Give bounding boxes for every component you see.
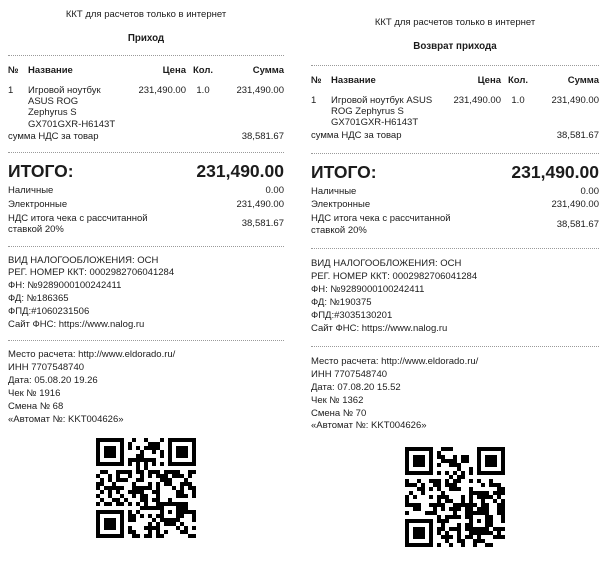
item-price: 231,490.00 xyxy=(138,84,186,96)
col-header-qty: Кол. xyxy=(507,75,529,87)
fiscal-line-fd: ФД: №190375 xyxy=(311,296,372,308)
payment-value: 231,490.00 xyxy=(551,199,599,211)
footer-line-date: Дата: 05.08.20 19.26 xyxy=(8,375,98,387)
fiscal-line-fpd: ФПД:#3035130201 xyxy=(311,309,393,321)
table-row xyxy=(8,85,284,131)
item-vat-row xyxy=(8,131,284,142)
item-vat-label: сумма НДС за товар xyxy=(8,131,99,143)
fiscal-block xyxy=(8,255,284,331)
item-num: 1 xyxy=(8,84,14,96)
payment-row-vat xyxy=(311,213,599,236)
item-sum: 231,490.00 xyxy=(236,84,284,96)
receipt-vozvrat-prihoda xyxy=(311,0,599,547)
payment-value: 0.00 xyxy=(580,185,599,197)
footer-block xyxy=(8,349,284,425)
item-vat-row xyxy=(311,130,599,141)
table-header xyxy=(8,65,284,76)
col-header-price: Цена xyxy=(162,65,186,77)
footer-line-shift-number: Смена № 68 xyxy=(8,400,64,412)
payment-value: 0.00 xyxy=(265,184,284,196)
item-qty: 1.0 xyxy=(196,84,210,96)
qr-container xyxy=(8,438,284,538)
separator xyxy=(311,153,599,154)
payment-label: НДС итога чека с рассчитанной ставкой 20% xyxy=(311,213,451,236)
footer-line-automat-number: «Автомат №: KKT004626» xyxy=(8,413,124,425)
total-label: ИТОГО: xyxy=(8,161,74,182)
fiscal-line-reg-number: РЕГ. НОМЕР ККТ: 0002982706041284 xyxy=(8,267,175,279)
total-row xyxy=(311,162,599,183)
col-header-sum: Сумма xyxy=(567,75,599,87)
kkt-header: ККТ для расчетов только в интернет xyxy=(65,9,227,20)
payment-value: 38,581.67 xyxy=(241,218,284,230)
payment-value: 231,490.00 xyxy=(236,198,284,210)
fiscal-line-tax-system: ВИД НАЛОГООБЛОЖЕНИЯ: ОСН xyxy=(8,254,159,266)
col-header-name: Название xyxy=(28,65,73,77)
total-value: 231,490.00 xyxy=(511,162,599,183)
table-header xyxy=(311,75,599,86)
qr-code xyxy=(405,447,505,547)
separator xyxy=(311,65,599,66)
fiscal-line-fns-site: Сайт ФНС: https://www.nalog.ru xyxy=(8,319,145,330)
col-header-name: Название xyxy=(331,75,376,87)
item-vat-value: 38,581.67 xyxy=(241,131,284,143)
payment-label: Наличные xyxy=(8,184,54,196)
footer-line-inn: ИНН 7707548740 xyxy=(8,362,85,374)
fiscal-line-tax-system: ВИД НАЛОГООБЛОЖЕНИЯ: ОСН xyxy=(311,258,462,270)
payment-row-cash xyxy=(8,185,284,196)
fiscal-block xyxy=(311,258,599,334)
item-name: Игровой ноутбук ASUS ROG Zephyrus S GX701GXR-H6143T xyxy=(331,94,433,129)
footer-line-automat-number: «Автомат №: KKT004626» xyxy=(311,420,427,432)
qr-code xyxy=(96,438,196,538)
kkt-header: ККТ для расчетов только в интернет xyxy=(374,17,536,28)
item-vat-label: сумма НДС за товар xyxy=(311,129,402,141)
item-sum: 231,490.00 xyxy=(551,94,599,106)
fiscal-line-reg-number: РЕГ. НОМЕР ККТ: 0002982706041284 xyxy=(311,271,478,283)
footer-line-place: Место расчета: http://www.eldorado.ru/ xyxy=(8,349,176,361)
item-name: Игровой ноутбук ASUS ROG Zephyrus S GX701GXR-H6143T xyxy=(28,84,116,130)
item-num: 1 xyxy=(311,94,317,106)
footer-line-place: Место расчета: http://www.eldorado.ru/ xyxy=(311,356,479,367)
payment-value: 38,581.67 xyxy=(556,219,599,231)
payment-label: Электронные xyxy=(311,199,371,211)
total-row xyxy=(8,161,284,182)
footer-line-check-number: Чек № 1916 xyxy=(8,388,61,400)
fiscal-line-fpd: ФПД:#1060231506 xyxy=(8,306,90,318)
fiscal-line-fn: ФН: №9289000100242411 xyxy=(311,283,425,295)
table-row xyxy=(311,95,599,129)
footer-line-shift-number: Смена № 70 xyxy=(311,407,367,419)
footer-line-check-number: Чек № 1362 xyxy=(311,394,364,406)
footer-line-date: Дата: 07.08.20 15.52 xyxy=(311,381,401,393)
fiscal-line-fn: ФН: №9289000100242411 xyxy=(8,280,122,292)
payment-row-vat xyxy=(8,213,284,236)
col-header-num: № xyxy=(8,65,19,77)
footer-block xyxy=(311,356,599,432)
separator xyxy=(311,248,599,249)
footer-line-inn: ИНН 7707548740 xyxy=(311,368,388,380)
fiscal-line-fd: ФД: №186365 xyxy=(8,293,69,305)
qr-container xyxy=(311,447,599,547)
col-header-qty: Кол. xyxy=(192,65,214,77)
fiscal-line-fns-site: Сайт ФНС: https://www.nalog.ru xyxy=(311,322,448,334)
separator xyxy=(8,340,284,341)
payment-row-electronic xyxy=(8,199,284,210)
payment-row-electronic xyxy=(311,199,599,210)
col-header-sum: Сумма xyxy=(252,65,284,77)
separator xyxy=(8,246,284,247)
payment-label: НДС итога чека с рассчитанной ставкой 20% xyxy=(8,212,148,236)
col-header-price: Цена xyxy=(477,75,501,87)
payment-row-cash xyxy=(311,186,599,197)
col-header-num: № xyxy=(311,75,322,87)
payment-label: Наличные xyxy=(311,185,357,197)
doc-type: Приход xyxy=(127,33,165,45)
total-label: ИТОГО: xyxy=(311,162,377,183)
separator xyxy=(8,55,284,56)
payment-label: Электронные xyxy=(8,198,68,210)
item-vat-value: 38,581.67 xyxy=(556,129,599,141)
separator xyxy=(311,346,599,347)
total-value: 231,490.00 xyxy=(196,161,284,182)
item-qty: 1.0 xyxy=(511,94,525,106)
item-price: 231,490.00 xyxy=(453,94,501,106)
separator xyxy=(8,152,284,153)
receipt-prihod xyxy=(8,0,284,547)
doc-type: Возврат прихода xyxy=(413,41,497,53)
